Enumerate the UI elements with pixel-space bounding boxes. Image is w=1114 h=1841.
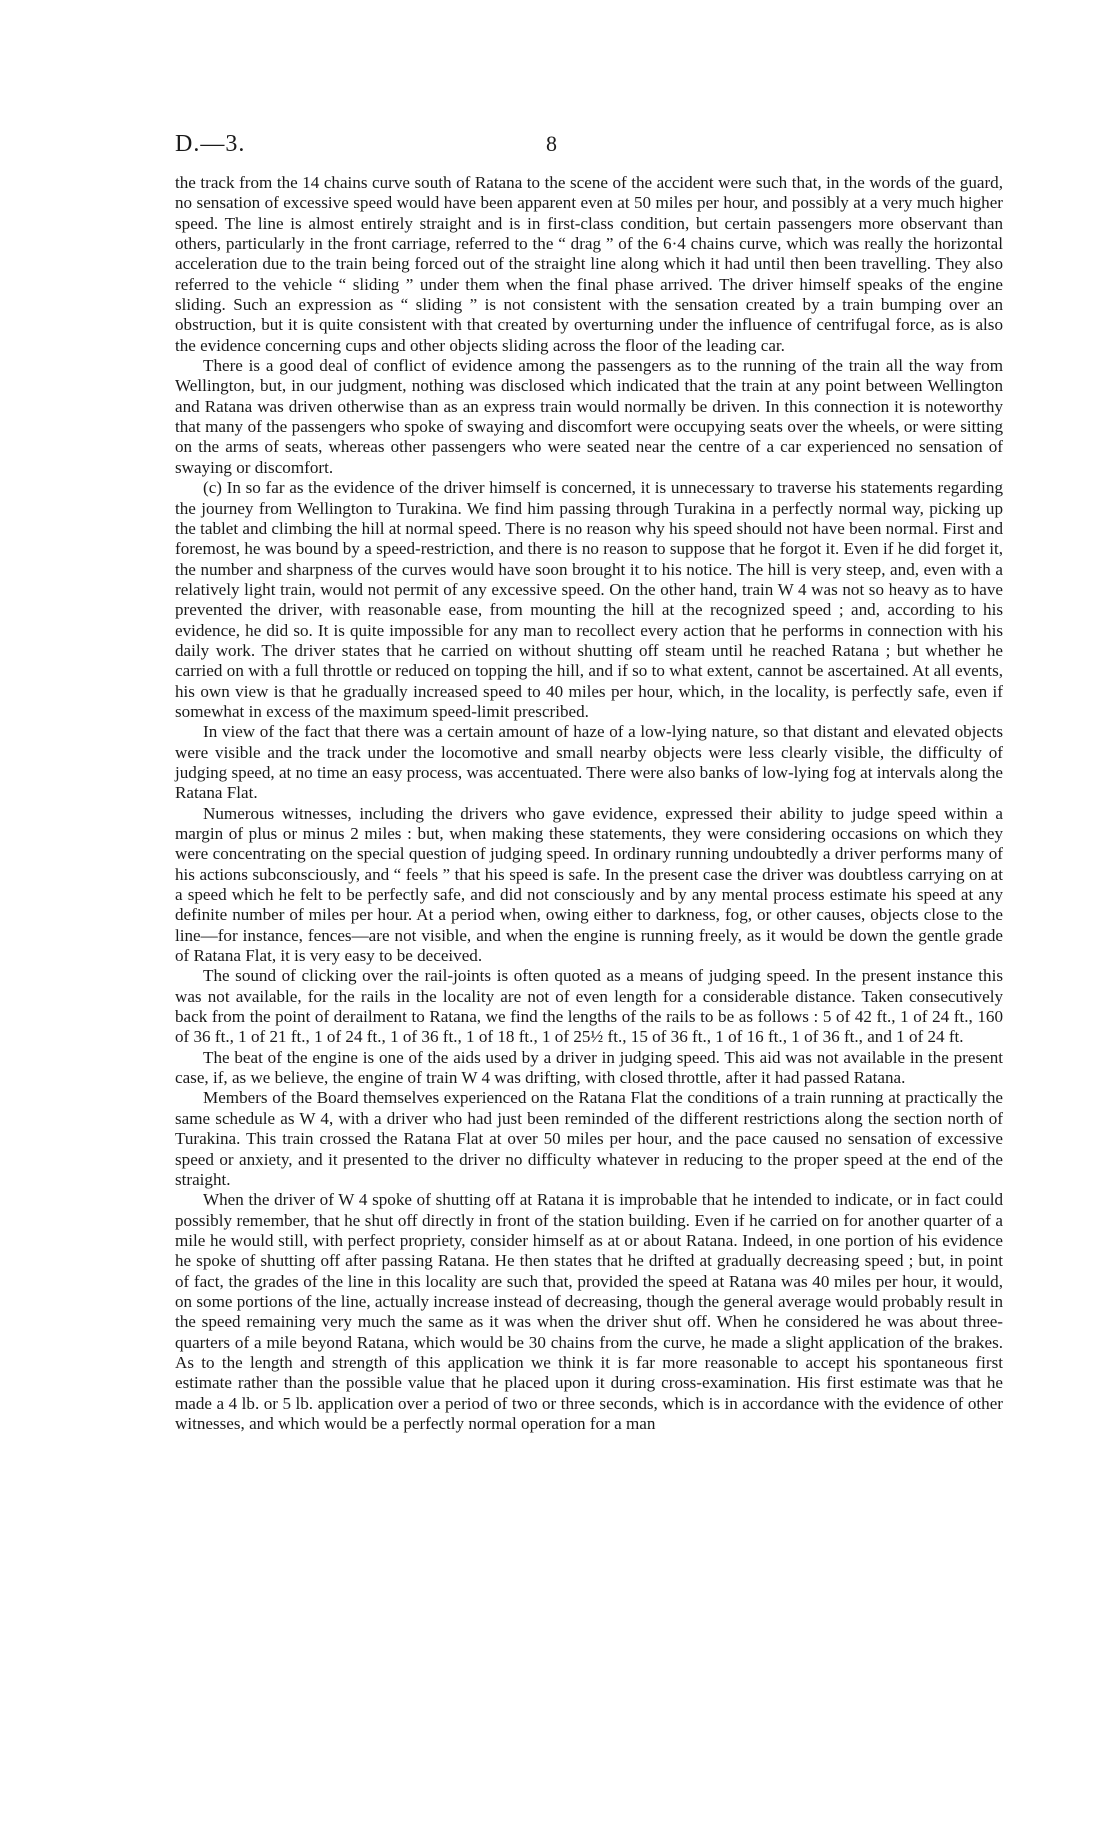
paragraph: (c) In so far as the evidence of the driver himself is concerned, it is unnecessary to traverse his statements regarding the journey from Wellington to Turakina. We find him passing through Turakina in a perfectly normal way, picking up the tablet and climbing the hill at normal speed. There is no reason why his speed should not have been normal. First and foremost, he was bound by a speed-restriction, and there is no reason to suppose that he forgot it. Even if he did forget it, the number and sharpness of the curves would have soon brought it to his notice. The hill is very steep, and, even with a relatively light train, would not permit of any excessive speed. On the other hand, train W 4 was not so heavy as to have prevented the driver, with reasonable ease, from mounting the hill at the recognized speed ; and, according to his evidence, he did so. It is quite impossible for any man to recollect every action that he performs in connection with his daily work. The driver states that he carried on without shutting off steam until he reached Ratana ; but whether he carried on with a full throttle or reduced on topping the hill, and if so to what extent, cannot be ascertained. At all events, his own view is that he gradually increased speed to 40 miles per hour, which, in the locality, is perfectly safe, even if somewhat in excess of the maximum speed-limit prescribed.	[175, 478, 1003, 721]
paragraph: The beat of the engine is one of the aids used by a driver in judging speed. This aid was not available in the present case, if, as we believe, the engine of train W 4 was drifting, with closed throttle, after it had passed Ratana.	[175, 1047, 1003, 1088]
paragraph: the track from the 14 chains curve south of Ratana to the scene of the accident were such that, in the words of the guard, no sensation of excessive speed would have been apparent even at 50 miles per hour, and possibly at a very much higher speed. The line is almost entirely straight and is in first-class condition, but certain passengers more observant than others, particularly in the front carriage, referred to the “ drag ” of the 6·4 chains curve, which was really the horizontal acceleration due to the train being forced out of the straight line along which it had until then been travelling. They also referred to the vehicle “ sliding ” under them when the final phase arrived. The driver himself speaks of the engine sliding. Such an expression as “ sliding ” is not consistent with the sensation created by a train bumping over an obstruction, but it is quite consistent with that created by overturning under the influence of centrifugal force, as is also the evidence concerning cups and other objects sliding across the floor of the leading car.	[175, 173, 1003, 355]
paragraph: Members of the Board themselves experienced on the Ratana Flat the conditions of a train running at practically the same schedule as W 4, with a driver who had just been reminded of the different restrictions along the section north of Turakina. This train crossed the Ratana Flat at over 50 miles per hour, and the pace caused no sensation of excessive speed or anxiety, and it presented to the driver no difficulty whatever in reducing to the proper speed at the end of the straight.	[175, 1088, 1003, 1189]
paragraph: Numerous witnesses, including the drivers who gave evidence, expressed their ability to judge speed within a margin of plus or minus 2 miles : but, when making these statements, they were considering occasions on which they were concentrating on the special question of judging speed. In ordinary running undoubtedly a driver performs many of his actions subconsciously, and “ feels ” that his speed is safe. In the present case the driver was doubtless carrying on at a speed which he felt to be perfectly safe, and did not consciously and by any mental process estimate his speed at any definite number of miles per hour. At a period when, owing either to darkness, fog, or other causes, objects close to the line—for instance, fences—are not visible, and when the engine is running freely, as it would be down the gentle grade of Ratana Flat, it is very easy to be deceived.	[175, 803, 1003, 966]
body-text	[175, 173, 1003, 1434]
paragraph: There is a good deal of conflict of evidence among the passengers as to the running of the train all the way from Wellington, but, in our judgment, nothing was disclosed which indicated that the train at any point between Wellington and Ratana was driven otherwise than as an express train would normally be driven. In this connection it is noteworthy that many of the passengers who spoke of swaying and discomfort were occupying seats over the wheels, or were sitting on the arms of seats, whereas other passengers who were seated near the centre of a car experienced no sensation of swaying or discomfort.	[175, 356, 1003, 477]
paragraph: In view of the fact that there was a certain amount of haze of a low-lying nature, so that distant and elevated objects were visible and the track under the locomotive and small nearby objects were less clearly visible, the difficulty of judging speed, at no time an easy process, was accentuated. There were also banks of low-lying fog at intervals along the Ratana Flat.	[175, 722, 1003, 803]
page-number: 8	[546, 131, 557, 156]
paragraph: When the driver of W 4 spoke of shutting off at Ratana it is improbable that he intended to indicate, or in fact could possibly remember, that he shut off directly in front of the station building. Even if he carried on for another quarter of a mile he would still, with perfect propriety, consider himself as at or about Ratana. Indeed, in one portion of his evidence he spoke of shutting off after passing Ratana. He then states that he drifted at gradually decreasing speed ; but, in point of fact, the grades of the line in this locality are such that, provided the speed at Ratana was 40 miles per hour, it would, on some portions of the line, actually increase instead of decreasing, though the general average would probably result in the speed remaining very much the same as it was when the driver shut off. When he considered he was about three-quarters of a mile beyond Ratana, which would be 30 chains from the curve, he made a slight application of the brakes. As to the length and strength of this application we think it is far more reasonable to accept his spontaneous first estimate rather than the possible value that he placed upon it during cross-examination. His first estimate was that he made a 4 lb. or 5 lb. application over a period of two or three seconds, which is in accordance with the evidence of other witnesses, and which would be a perfectly normal operation for a man	[175, 1190, 1003, 1433]
document-reference: D.—3.	[175, 131, 246, 157]
paragraph: The sound of clicking over the rail-joints is often quoted as a means of judging speed. In the present instance this was not available, for the rails in the locality are not of even length for a considerable distance. Taken consecutively back from the point of derailment to Ratana, we find the lengths of the rails to be as follows : 5 of 42 ft., 1 of 24 ft., 160 of 36 ft., 1 of 21 ft., 1 of 24 ft., 1 of 36 ft., 1 of 18 ft., 1 of 25½ ft., 15 of 36 ft., 1 of 16 ft., 1 of 36 ft., and 1 of 24 ft.	[175, 966, 1003, 1047]
